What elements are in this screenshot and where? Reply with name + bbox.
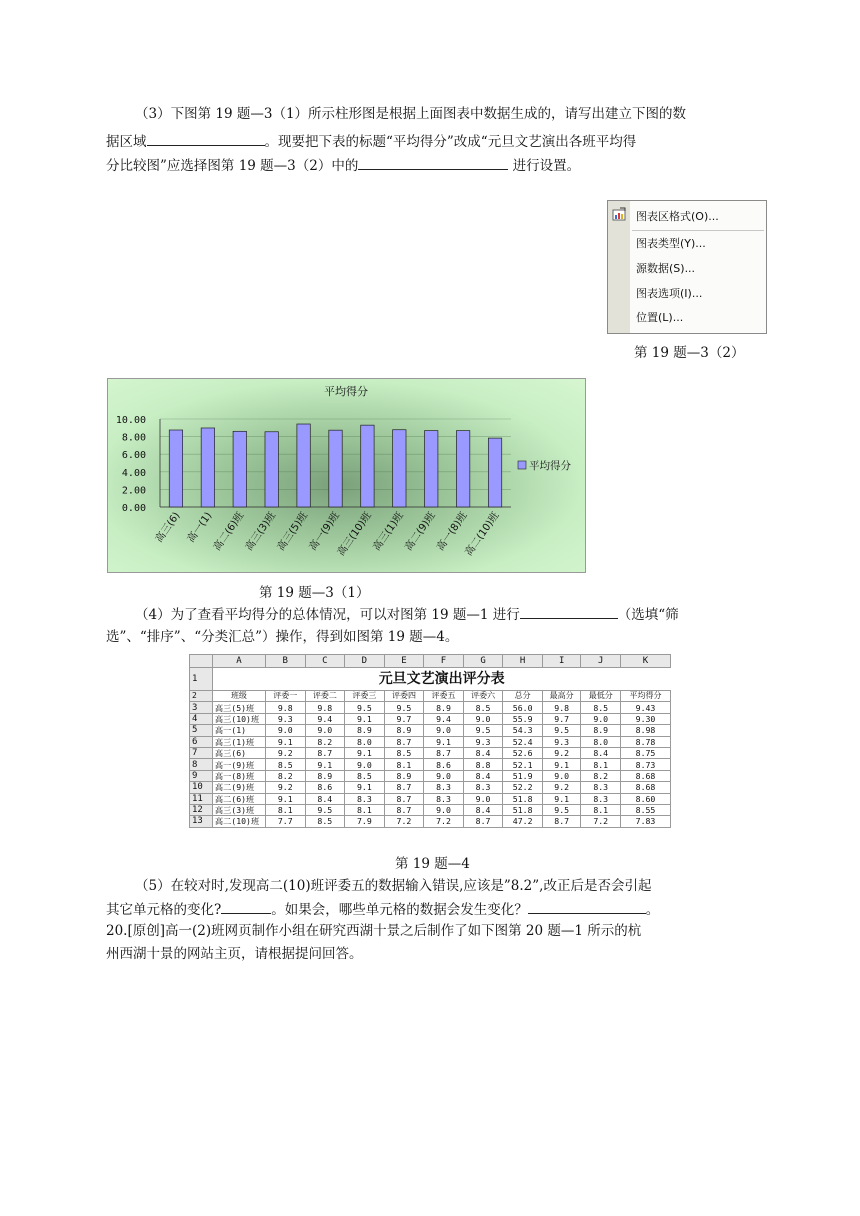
- class-name-cell[interactable]: 高三(1)班: [212, 736, 265, 747]
- score-cell[interactable]: 9.8: [542, 702, 581, 713]
- score-cell[interactable]: 8.1: [265, 804, 305, 815]
- answer-blank-menu-item[interactable]: [358, 155, 508, 170]
- row-header[interactable]: 12: [190, 804, 213, 815]
- menu-item-location[interactable]: 位置(L)...: [636, 311, 684, 324]
- column-header[interactable]: C: [305, 655, 345, 668]
- score-cell[interactable]: 55.9: [503, 713, 543, 724]
- class-name-cell[interactable]: 高一(8)班: [212, 770, 265, 781]
- class-name-cell[interactable]: 高一(9)班: [212, 759, 265, 770]
- row-header[interactable]: 9: [190, 770, 213, 781]
- score-cell[interactable]: 8.0: [581, 736, 621, 747]
- column-header[interactable]: B: [265, 655, 305, 668]
- score-cell[interactable]: 54.3: [503, 725, 543, 736]
- q3-line2: [106, 131, 636, 153]
- score-cell[interactable]: 52.2: [503, 782, 543, 793]
- score-cell[interactable]: 9.3: [463, 736, 503, 747]
- answer-blank-data-range[interactable]: [147, 131, 265, 146]
- score-cell[interactable]: 9.0: [345, 759, 385, 770]
- score-cell[interactable]: 8.0: [345, 736, 385, 747]
- q3-line2-b: 。现要把下表的标题“平均得分”改成“元旦文艺演出各班平均得: [264, 134, 637, 150]
- chart-context-menu: [607, 200, 767, 334]
- score-cell[interactable]: 9.1: [305, 759, 345, 770]
- table-row: [190, 759, 671, 770]
- score-cell[interactable]: 7.2: [581, 816, 621, 827]
- header-cell[interactable]: 最低分: [581, 691, 621, 702]
- y-tick-label: 8.00: [121, 432, 146, 444]
- answer-blank-yes-no[interactable]: [221, 899, 271, 914]
- score-cell[interactable]: 9.30: [621, 713, 671, 724]
- class-name-cell[interactable]: 高三(5)班: [212, 702, 265, 713]
- column-header[interactable]: J: [581, 655, 621, 668]
- table-row: [190, 725, 671, 736]
- q4-line1-b: （选填“筛: [617, 607, 679, 623]
- score-cell[interactable]: 8.7: [384, 782, 424, 793]
- header-cell[interactable]: 评委六: [463, 691, 503, 702]
- score-cell[interactable]: 9.43: [621, 702, 671, 713]
- table-row: [190, 736, 671, 747]
- table-row: [190, 804, 671, 815]
- column-header-row: [190, 655, 671, 668]
- score-cell[interactable]: 8.55: [621, 804, 671, 815]
- score-spreadsheet: [189, 654, 671, 838]
- score-cell[interactable]: 9.2: [265, 747, 305, 758]
- row-header[interactable]: 2: [190, 691, 213, 702]
- table-row: [190, 782, 671, 793]
- score-cell[interactable]: 9.1: [542, 793, 581, 804]
- bar: [265, 432, 278, 507]
- score-cell[interactable]: 8.2: [305, 736, 345, 747]
- q20-line1: 20.[原创]高一(2)班网页制作小组在研究西湖十景之后制作了如下图第 20 题—1 所示的杭: [106, 923, 642, 939]
- bar: [393, 430, 406, 507]
- score-cell[interactable]: 8.7: [463, 816, 503, 827]
- score-cell[interactable]: 8.2: [581, 770, 621, 781]
- x-tick-label: 高三(10)班: [335, 510, 374, 559]
- score-cell[interactable]: 47.2: [503, 816, 543, 827]
- score-cell[interactable]: 8.98: [621, 725, 671, 736]
- bar: [488, 438, 501, 507]
- score-cell[interactable]: 8.9: [305, 770, 345, 781]
- bar: [297, 424, 310, 507]
- score-cell[interactable]: 7.2: [384, 816, 424, 827]
- row-header[interactable]: 10: [190, 782, 213, 793]
- row-header[interactable]: 11: [190, 793, 213, 804]
- score-cell[interactable]: 9.2: [542, 782, 581, 793]
- score-cell[interactable]: 8.7: [384, 804, 424, 815]
- score-cell[interactable]: 9.7: [542, 713, 581, 724]
- score-cell[interactable]: 9.1: [542, 759, 581, 770]
- menu-item-chart-area-format[interactable]: 图表区格式(O)...: [636, 210, 719, 223]
- score-cell[interactable]: 8.1: [384, 759, 424, 770]
- q3-line3: [106, 155, 580, 177]
- score-cell[interactable]: 9.1: [345, 747, 385, 758]
- score-cell[interactable]: 8.4: [463, 770, 503, 781]
- x-tick-label: 高一(9)班: [307, 510, 342, 553]
- answer-blank-operation[interactable]: [520, 604, 618, 619]
- row-header[interactable]: 7: [190, 747, 213, 758]
- score-cell[interactable]: 8.7: [542, 816, 581, 827]
- x-tick-label: 高二(9)班: [403, 510, 438, 553]
- x-tick-label: 高二(6)班: [211, 510, 247, 553]
- score-cell[interactable]: 8.4: [463, 804, 503, 815]
- y-tick-label: 4.00: [121, 467, 146, 479]
- score-cell[interactable]: 9.1: [345, 782, 385, 793]
- class-name-cell[interactable]: 高三(3)班: [212, 804, 265, 815]
- q5-line1: （5）在较对时,发现高二(10)班评委五的数据输入错误,应该是”8.2”,改正后是否会引起: [135, 878, 652, 894]
- score-cell[interactable]: 7.2: [424, 816, 464, 827]
- bar: [456, 431, 469, 507]
- score-cell[interactable]: 8.1: [581, 759, 621, 770]
- q20-line2: 州西湖十景的网站主页，请根据提问回答。: [106, 946, 363, 962]
- score-cell[interactable]: 8.75: [621, 747, 671, 758]
- chart-format-icon: [612, 207, 626, 221]
- title-row: [190, 668, 671, 691]
- q3-line3-b: 进行设置。: [508, 158, 581, 174]
- score-cell[interactable]: 8.1: [345, 804, 385, 815]
- score-cell[interactable]: 51.9: [503, 770, 543, 781]
- column-header[interactable]: E: [384, 655, 424, 668]
- score-cell[interactable]: 9.8: [305, 702, 345, 713]
- score-cell[interactable]: 8.5: [265, 759, 305, 770]
- q4-line2: 选”、“排序”、“分类汇总”）操作，得到如图第 19 题—4。: [106, 629, 459, 645]
- x-tick-label: 高三(6): [153, 510, 183, 545]
- chart-title: 平均得分: [324, 385, 368, 398]
- x-tick-label: 高一(1): [185, 510, 215, 545]
- x-tick-label: 高二(10)班: [463, 510, 502, 559]
- bar-chart: [107, 378, 586, 573]
- score-cell[interactable]: 8.4: [463, 747, 503, 758]
- menu-item-chart-options[interactable]: 图表选项(I)...: [636, 287, 703, 300]
- score-cell[interactable]: 7.9: [345, 816, 385, 827]
- header-row: [190, 691, 671, 702]
- x-tick-label: 高一(8)班: [435, 510, 470, 553]
- score-cell[interactable]: 8.3: [581, 793, 621, 804]
- bar: [425, 431, 438, 507]
- q3-line3-a: 分比较图”应选择图第 19 题—3（2）中的: [106, 158, 359, 174]
- score-cell[interactable]: 9.0: [305, 725, 345, 736]
- y-tick-label: 0.00: [121, 503, 146, 514]
- score-cell[interactable]: 52.1: [503, 759, 543, 770]
- table-row: [190, 702, 671, 713]
- column-header[interactable]: K: [621, 655, 671, 668]
- q4-line1-a: （4）为了查看平均得分的总体情况，可以对图第 19 题—1 进行: [135, 607, 520, 623]
- score-cell[interactable]: 8.5: [581, 702, 621, 713]
- score-cell[interactable]: 8.9: [384, 770, 424, 781]
- score-cell[interactable]: 9.0: [581, 713, 621, 724]
- score-cell[interactable]: 9.5: [542, 804, 581, 815]
- score-cell[interactable]: 9.0: [463, 793, 503, 804]
- score-cell[interactable]: 51.8: [503, 793, 543, 804]
- table-row: [190, 770, 671, 781]
- score-cell[interactable]: 8.2: [265, 770, 305, 781]
- figure-caption-menu: 第 19 题—3（2）: [634, 345, 745, 361]
- row-header[interactable]: 8: [190, 759, 213, 770]
- bar: [329, 430, 342, 507]
- q3-line2-a: 据区域: [106, 134, 147, 150]
- header-cell[interactable]: 平均得分: [621, 691, 671, 702]
- menu-item-chart-type[interactable]: 图表类型(Y)...: [636, 237, 706, 250]
- row-header[interactable]: 4: [190, 713, 213, 724]
- score-cell[interactable]: 8.5: [384, 747, 424, 758]
- header-cell[interactable]: 评委一: [265, 691, 305, 702]
- row-header[interactable]: 1: [190, 668, 213, 691]
- score-cell[interactable]: 8.5: [305, 816, 345, 827]
- score-cell[interactable]: 9.0: [424, 725, 464, 736]
- score-cell[interactable]: 9.8: [265, 702, 305, 713]
- score-cell[interactable]: 8.68: [621, 782, 671, 793]
- bar: [201, 428, 214, 507]
- score-cell[interactable]: 8.3: [463, 782, 503, 793]
- class-name-cell[interactable]: 高三(10)班: [212, 713, 265, 724]
- column-header[interactable]: D: [345, 655, 385, 668]
- score-cell[interactable]: 8.68: [621, 770, 671, 781]
- score-cell[interactable]: 9.0: [424, 770, 464, 781]
- score-cell[interactable]: 8.3: [581, 782, 621, 793]
- header-cell[interactable]: 最高分: [542, 691, 581, 702]
- score-cell[interactable]: 8.9: [384, 725, 424, 736]
- class-name-cell[interactable]: 高三(6): [212, 747, 265, 758]
- header-cell[interactable]: 班级: [212, 691, 265, 702]
- class-name-cell[interactable]: 高一(1): [212, 725, 265, 736]
- header-cell[interactable]: 评委三: [345, 691, 385, 702]
- q3-line1: （3）下图第 19 题—3（1）所示柱形图是根据上面图表中数据生成的，请写出建立下图的数: [135, 106, 687, 122]
- bar: [233, 431, 246, 507]
- score-cell[interactable]: 9.2: [542, 747, 581, 758]
- score-cell[interactable]: 8.5: [463, 702, 503, 713]
- score-cell[interactable]: 51.8: [503, 804, 543, 815]
- y-tick-label: 6.00: [121, 450, 146, 462]
- score-cell[interactable]: 8.1: [581, 804, 621, 815]
- row-header[interactable]: 3: [190, 702, 213, 713]
- score-cell[interactable]: 9.7: [384, 713, 424, 724]
- score-cell[interactable]: 9.1: [424, 736, 464, 747]
- table-row: [190, 713, 671, 724]
- x-tick-label: 高三(3)班: [243, 510, 279, 553]
- score-cell[interactable]: 8.6: [305, 782, 345, 793]
- header-cell[interactable]: 评委二: [305, 691, 345, 702]
- header-cell[interactable]: 总分: [503, 691, 543, 702]
- score-cell[interactable]: 8.78: [621, 736, 671, 747]
- score-cell[interactable]: 9.1: [265, 793, 305, 804]
- legend-label: 平均得分: [529, 460, 571, 472]
- bar: [361, 425, 374, 507]
- score-cell[interactable]: 52.4: [503, 736, 543, 747]
- score-cell[interactable]: 9.0: [265, 725, 305, 736]
- score-cell[interactable]: 9.0: [542, 770, 581, 781]
- column-header[interactable]: F: [424, 655, 464, 668]
- score-cell[interactable]: 8.3: [424, 782, 464, 793]
- q5-line2-c: 。: [645, 902, 660, 918]
- score-cell[interactable]: 9.0: [424, 804, 464, 815]
- score-cell[interactable]: 9.4: [305, 713, 345, 724]
- score-cell[interactable]: 9.5: [384, 702, 424, 713]
- score-cell[interactable]: 9.2: [265, 782, 305, 793]
- score-cell[interactable]: 8.9: [581, 725, 621, 736]
- y-tick-label: 10.00: [115, 415, 146, 426]
- bar-chart-svg: [108, 379, 585, 572]
- legend-swatch: [518, 461, 526, 469]
- row-header[interactable]: 6: [190, 736, 213, 747]
- score-cell[interactable]: 8.4: [581, 747, 621, 758]
- y-tick-label: 2.00: [121, 485, 146, 497]
- bar: [169, 430, 182, 507]
- sheet-title[interactable]: 元旦文艺演出评分表: [212, 668, 670, 691]
- score-cell[interactable]: 9.4: [424, 713, 464, 724]
- score-cell[interactable]: 8.4: [305, 793, 345, 804]
- q5-line2-b: 。如果会，哪些单元格的数据会发生变化？: [271, 902, 528, 918]
- class-name-cell[interactable]: 高二(10)班: [212, 816, 265, 827]
- table-row: [190, 747, 671, 758]
- score-cell[interactable]: 9.5: [542, 725, 581, 736]
- score-cell[interactable]: 9.5: [305, 804, 345, 815]
- column-header[interactable]: G: [463, 655, 503, 668]
- figure-caption-sheet: 第 19 题—4: [395, 856, 470, 872]
- column-header[interactable]: I: [542, 655, 581, 668]
- x-tick-label: 高三(1)班: [371, 510, 406, 553]
- score-cell[interactable]: 9.1: [265, 736, 305, 747]
- score-cell[interactable]: 9.1: [345, 713, 385, 724]
- corner-cell[interactable]: [190, 655, 213, 668]
- score-cell[interactable]: 8.7: [424, 747, 464, 758]
- score-cell[interactable]: 52.6: [503, 747, 543, 758]
- score-cell[interactable]: 8.3: [424, 793, 464, 804]
- column-header[interactable]: A: [212, 655, 265, 668]
- score-cell[interactable]: 9.3: [542, 736, 581, 747]
- header-cell[interactable]: 评委四: [384, 691, 424, 702]
- figure-caption-chart: 第 19 题—3（1）: [259, 585, 370, 601]
- answer-blank-cells[interactable]: [528, 899, 646, 914]
- score-cell[interactable]: 8.7: [384, 736, 424, 747]
- score-cell[interactable]: 8.3: [345, 793, 385, 804]
- score-cell[interactable]: 9.5: [463, 725, 503, 736]
- q5-line2-a: 其它单元格的变化?: [106, 902, 222, 918]
- q4-line1: [135, 604, 679, 626]
- spreadsheet-table: [189, 654, 671, 828]
- q5-line2: [106, 899, 659, 921]
- score-cell[interactable]: 8.6: [424, 759, 464, 770]
- score-cell[interactable]: 8.9: [345, 725, 385, 736]
- score-cell[interactable]: 9.0: [463, 713, 503, 724]
- class-name-cell[interactable]: 高二(6)班: [212, 793, 265, 804]
- score-cell[interactable]: 9.5: [345, 702, 385, 713]
- score-cell[interactable]: 9.3: [265, 713, 305, 724]
- score-cell[interactable]: 8.8: [463, 759, 503, 770]
- table-row: [190, 816, 671, 827]
- score-cell[interactable]: 8.7: [384, 793, 424, 804]
- score-cell[interactable]: 8.7: [305, 747, 345, 758]
- menu-separator: [632, 230, 764, 231]
- score-cell[interactable]: 7.7: [265, 816, 305, 827]
- menu-item-source-data[interactable]: 源数据(S)...: [636, 262, 696, 275]
- table-row: [190, 793, 671, 804]
- header-cell[interactable]: 评委五: [424, 691, 464, 702]
- score-cell[interactable]: 8.9: [424, 702, 464, 713]
- score-cell[interactable]: 8.73: [621, 759, 671, 770]
- score-cell[interactable]: 8.5: [345, 770, 385, 781]
- row-header[interactable]: 5: [190, 725, 213, 736]
- score-cell[interactable]: 56.0: [503, 702, 543, 713]
- score-cell[interactable]: 7.83: [621, 816, 671, 827]
- class-name-cell[interactable]: 高二(9)班: [212, 782, 265, 793]
- score-cell[interactable]: 8.60: [621, 793, 671, 804]
- row-header[interactable]: 13: [190, 816, 213, 827]
- x-tick-label: 高三(5)班: [275, 510, 311, 553]
- column-header[interactable]: H: [503, 655, 543, 668]
